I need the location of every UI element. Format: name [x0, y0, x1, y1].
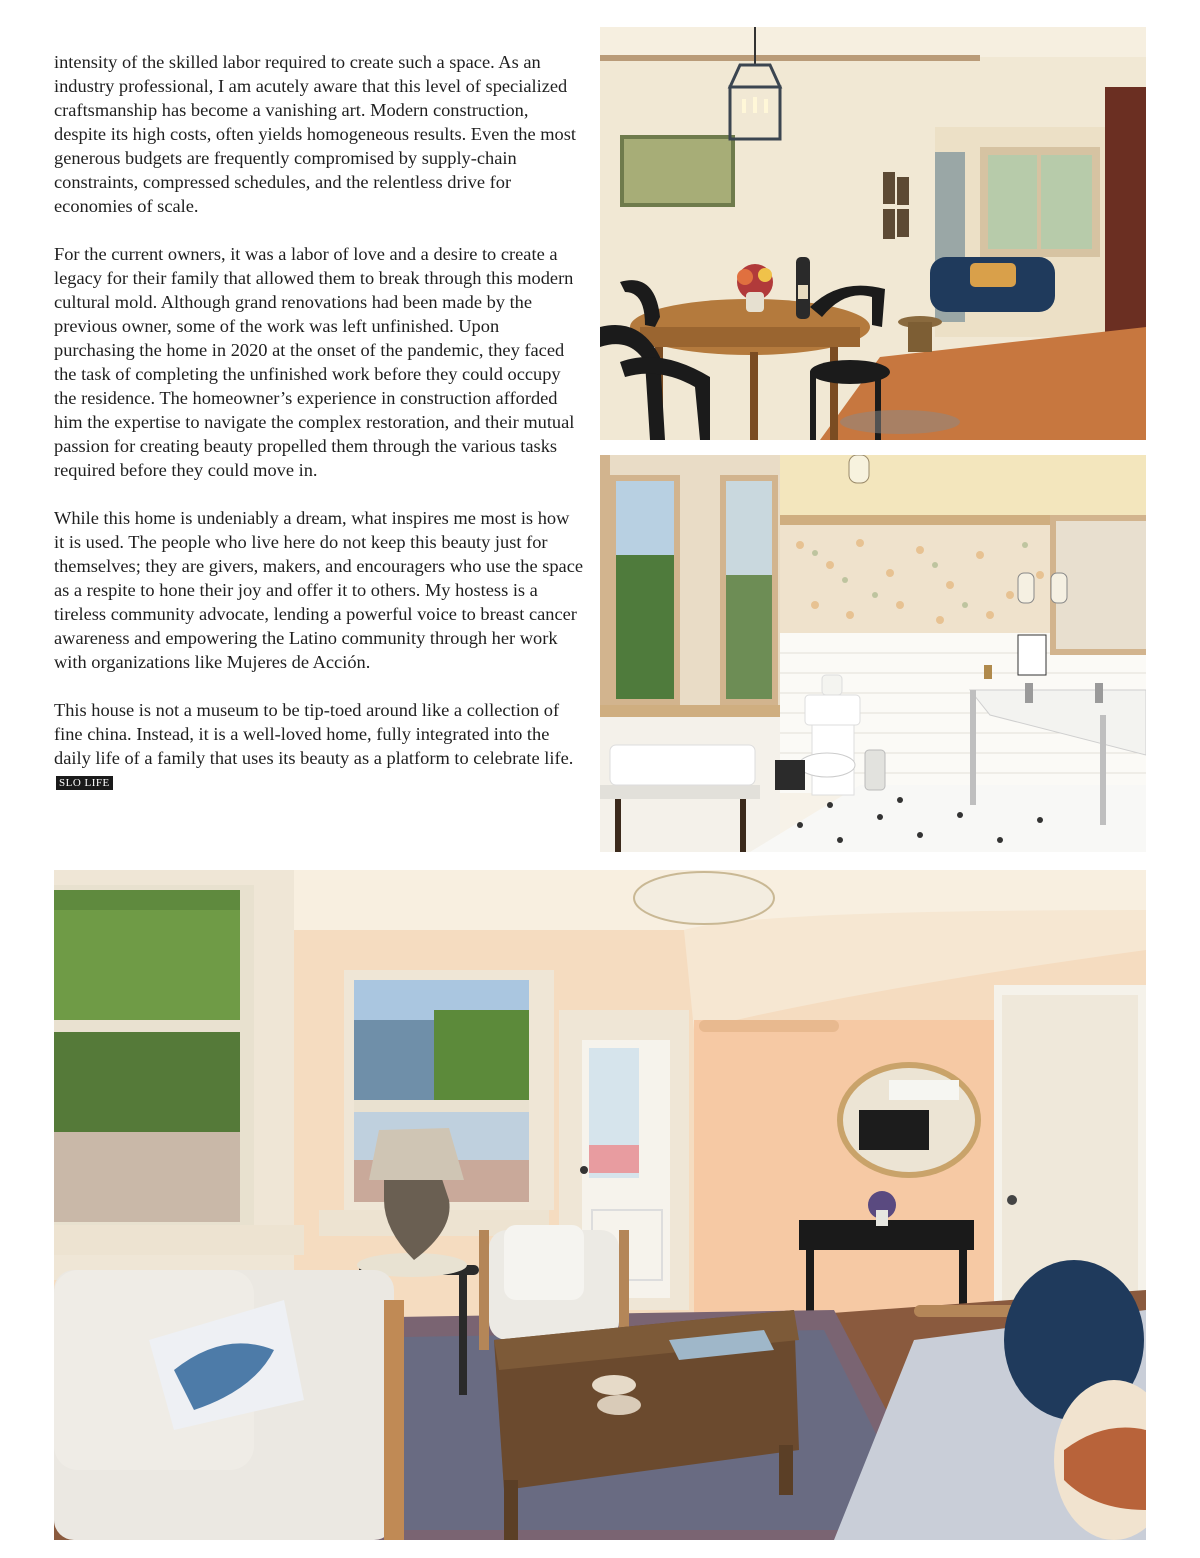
- article-text: [54, 50, 584, 794]
- bathroom-photo: [600, 455, 1146, 852]
- slo-life-end-mark: SLO LIFE: [56, 776, 113, 790]
- article-paragraph: While this home is undeniably a dream, what inspires me most is how it is used. The people who live here do not keep this beauty just for themselves; they are givers, makers, and encouragers who use the space as a respite to hone their joy and offer it to others. My hostess is a tireless community advocate, lending a powerful voice to breast cancer awareness and empowering the Latino community through her work with organizations like Mujeres de Acción.: [54, 508, 584, 672]
- article-paragraph-final: [54, 698, 584, 794]
- article-paragraph: intensity of the skilled labor required to create such a space. As an industry professional, I am acutely aware that this level of specialized craftsmanship has become a vanishing art. Modern construction, despite its high costs, often yields homogeneous results. Even the most generous budgets are frequently compromised by supply-chain constraints, compressed schedules, and the relentless drive for economies of scale.: [54, 52, 577, 216]
- dining-room-photo: [600, 27, 1146, 440]
- article-paragraph: For the current owners, it was a labor of love and a desire to create a legacy for their family that allowed them to break through this modern cultural mold. Although grand renovations had been made by the previous owner, some of the work was left unfinished. Upon purchasing the home in 2020 at the onset of the pandemic, they faced the task of completing the unfinished work before they could occupy the residence. The homeowner’s experience in construction afforded him the expertise to navigate the complex restoration, and their mutual passion for creating beauty propelled them through the various tasks required before they could move in.: [54, 244, 575, 480]
- final-paragraph-text: This house is not a museum to be tip-toed around like a collection of fine china. Instead, it is a well-loved home, fully integrated into the daily life of a family that uses its beauty as a platform to celebrate life.: [54, 700, 574, 768]
- living-room-photo: [54, 870, 1146, 1540]
